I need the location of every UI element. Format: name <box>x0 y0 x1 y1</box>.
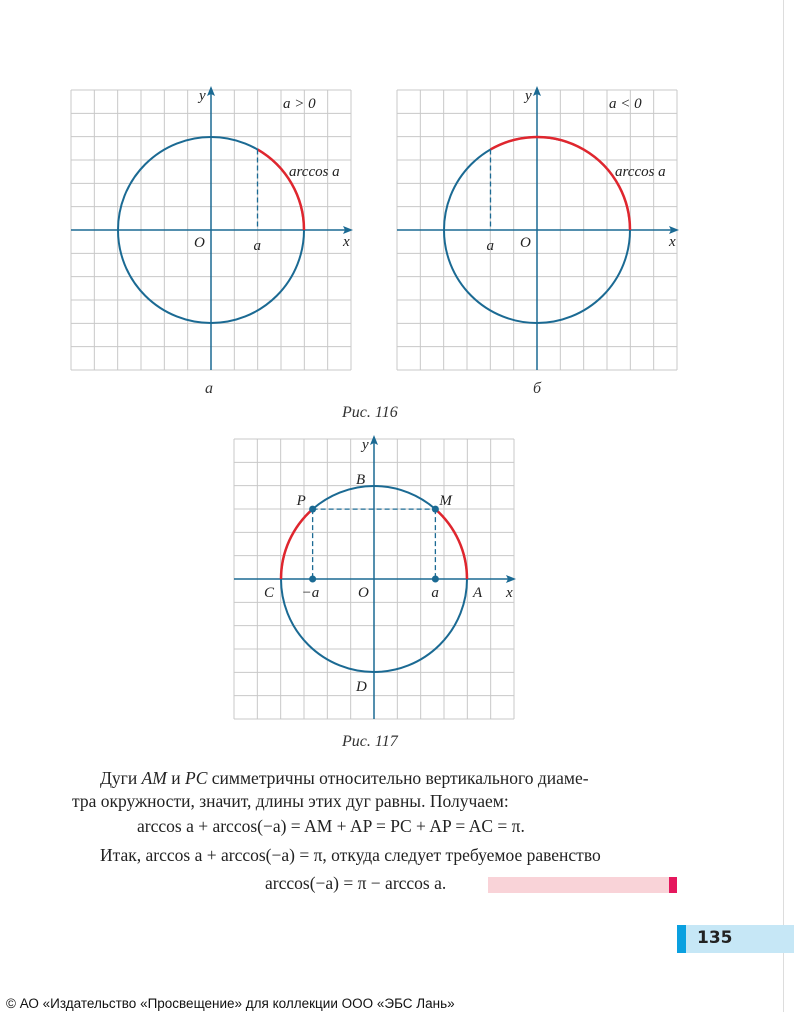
minus-a-label: −a <box>301 585 320 601</box>
a-label: a <box>431 585 439 601</box>
coordinate-plane <box>71 90 351 370</box>
formula-1: arccos a + arccos(−a) = AM + AP = PC + AP = AC = π. <box>137 816 525 836</box>
end-of-proof-marker <box>669 877 677 893</box>
y-axis-label: y <box>199 88 206 104</box>
arc-am <box>435 509 467 579</box>
figure-116a <box>71 90 351 370</box>
text: AM <box>141 768 167 788</box>
page-tab-marker <box>677 925 686 953</box>
y-axis-label: y <box>525 88 532 104</box>
a-label: a <box>486 238 494 254</box>
copyright-footer: © АО «Издательство «Просвещение» для коллекции ООО «ЭБС Лань» <box>6 996 455 1011</box>
text: PC <box>185 768 208 788</box>
origin-label: O <box>358 585 369 601</box>
coordinate-plane <box>234 439 514 719</box>
x-axis-label: x <box>669 234 676 250</box>
point-a-label: A <box>473 585 483 601</box>
figure-117 <box>234 439 514 719</box>
paragraph-line-4: Итак, arccos a + arccos(−a) = π, откуда следует требуемое равенство <box>100 845 601 865</box>
figure-117-caption: Рис. 117 <box>342 733 398 750</box>
x-axis-label: x <box>506 585 513 601</box>
point-a-value <box>432 576 439 583</box>
origin-label: O <box>194 235 205 251</box>
x-axis-label: x <box>343 234 350 250</box>
condition-label: a > 0 <box>283 96 316 112</box>
figure-116b-sublabel: б <box>533 380 542 397</box>
text: Дуги <box>100 768 142 788</box>
point-p-label: P <box>296 493 306 509</box>
page-number: 135 <box>697 928 733 948</box>
paragraph-line-1 <box>100 768 589 789</box>
point-b-label: B <box>356 472 366 488</box>
point-d-label: D <box>356 679 367 695</box>
point-c-label: C <box>264 585 275 601</box>
point-p <box>309 506 316 513</box>
page-edge <box>783 0 784 1012</box>
figure-116b <box>397 90 677 370</box>
a-label: a <box>253 238 261 254</box>
coordinate-plane <box>397 90 677 370</box>
point-m <box>432 506 439 513</box>
origin-label: O <box>520 235 531 251</box>
end-of-proof-highlight <box>488 877 669 893</box>
text: и <box>166 768 186 788</box>
point-minus-a <box>309 576 316 583</box>
condition-label: a < 0 <box>609 96 642 112</box>
paragraph-line-2: тра окружности, значит, длины этих дуг равны. Получаем: <box>72 791 509 811</box>
figure-116a-sublabel: а <box>205 380 213 397</box>
y-axis-label: y <box>362 437 369 453</box>
figure-116-caption: Рис. 116 <box>342 404 398 421</box>
formula-2: arccos(−a) = π − arccos a. <box>265 873 447 893</box>
arc-label: arccos a <box>289 164 340 180</box>
arc-pc <box>281 509 313 579</box>
arc-label: arccos a <box>615 164 666 180</box>
point-m-label: M <box>439 493 452 509</box>
text: симметричны относительно вертикального диаме- <box>207 768 589 788</box>
